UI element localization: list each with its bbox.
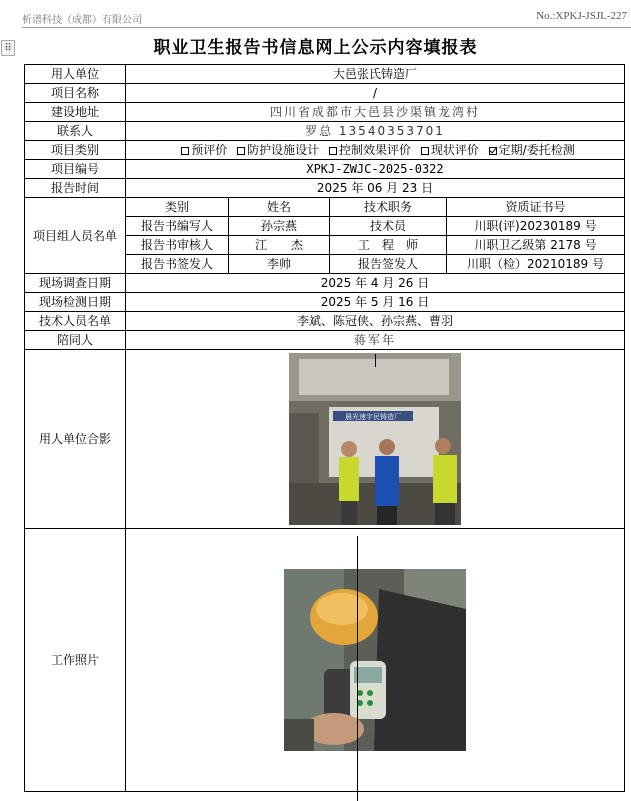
header-company: 析谱科技（成都）有限公司 <box>22 15 142 26</box>
group-photo-label: 用人单位合影 <box>25 350 126 529</box>
contact-label: 联系人 <box>25 122 126 141</box>
form-table <box>24 64 625 792</box>
survey-date-value: 2025 年 4 月 26 日 <box>126 274 625 293</box>
work-photo-label: 工作照片 <box>25 529 126 792</box>
team-role: 报告书审核人 <box>126 236 229 255</box>
test-date-value: 2025 年 5 月 16 日 <box>126 293 625 312</box>
checkbox[interactable] <box>329 147 337 155</box>
address-label: 建设地址 <box>25 103 126 122</box>
survey-date-label: 现场调查日期 <box>25 274 126 293</box>
table-row <box>25 331 625 350</box>
tech-staff-value: 李斌、陈冠侠、孙宗燕、曹羽 <box>126 312 625 331</box>
team-name: 江 杰 <box>229 236 330 255</box>
team-cert: 川职(评)20230189 号 <box>447 217 625 236</box>
team-header-title: 技术职务 <box>330 198 447 217</box>
checkbox[interactable] <box>181 147 189 155</box>
project-name-label: 项目名称 <box>25 84 126 103</box>
companion-value: 蒋军年 <box>126 331 625 350</box>
drag-handle-icon[interactable]: ⠿ <box>1 40 15 56</box>
table-row <box>25 160 625 179</box>
table-row <box>25 65 625 84</box>
team-header-name: 姓名 <box>229 198 330 217</box>
table-row <box>25 198 625 217</box>
table-row <box>25 312 625 331</box>
project-no-value: XPKJ-ZWJC-2025-0322 <box>126 160 625 179</box>
category-options <box>126 141 625 160</box>
team-cert: 川职卫乙级第 2178 号 <box>447 236 625 255</box>
table-row <box>25 84 625 103</box>
table-row <box>25 103 625 122</box>
test-date-label: 现场检测日期 <box>25 293 126 312</box>
employer-label: 用人单位 <box>25 65 126 84</box>
category-option: 控制效果评价 <box>323 143 411 157</box>
category-option: 防护设施设计 <box>231 143 319 157</box>
team-role: 报告书签发人 <box>126 255 229 274</box>
team-title: 技术员 <box>330 217 447 236</box>
team-label: 项目组人员名单 <box>25 198 126 274</box>
group-photo <box>289 353 461 525</box>
category-option: 定期/委托检测 <box>483 143 575 157</box>
checkbox-checked[interactable] <box>489 147 497 155</box>
group-photo-image <box>289 353 461 525</box>
team-header-cert: 资质证书号 <box>447 198 625 217</box>
category-label: 项目类别 <box>25 141 126 160</box>
tech-staff-label: 技术人员名单 <box>25 312 126 331</box>
project-no-label: 项目编号 <box>25 160 126 179</box>
page-title: 职业卫生报告书信息网上公示内容填报表 <box>153 38 478 58</box>
address-value: 四川省成都市大邑县沙渠镇龙湾村 <box>126 103 625 122</box>
svg-text:晨光速宇民铸造厂: 晨光速宇民铸造厂 <box>345 413 401 421</box>
header-doc-number: No.:XPKJ-JSJL-227 <box>536 10 627 22</box>
team-role: 报告书编写人 <box>126 217 229 236</box>
report-time-value: 2025 年 06 月 23 日 <box>126 179 625 198</box>
team-cert: 川职（检）20210189 号 <box>447 255 625 274</box>
work-photo-image <box>284 569 466 751</box>
report-time-label: 报告时间 <box>25 179 126 198</box>
header-divider <box>22 27 631 28</box>
project-name-value: / <box>126 84 625 103</box>
category-option: 现状评价 <box>415 143 479 157</box>
table-row <box>25 529 625 792</box>
team-name: 孙宗燕 <box>229 217 330 236</box>
table-vertical-line <box>357 536 358 801</box>
table-row <box>25 179 625 198</box>
table-row <box>25 350 625 529</box>
team-title: 报告签发人 <box>330 255 447 274</box>
table-row <box>25 141 625 160</box>
table-row <box>25 122 625 141</box>
checkbox[interactable] <box>237 147 245 155</box>
work-photo <box>284 569 466 751</box>
category-option: 预评价 <box>175 143 227 157</box>
group-photo-cell <box>126 350 625 529</box>
team-title: 工 程 师 <box>330 236 447 255</box>
contact-value: 罗总 13540353701 <box>126 122 625 141</box>
team-header-role: 类别 <box>126 198 229 217</box>
table-row <box>25 274 625 293</box>
team-name: 李帅 <box>229 255 330 274</box>
checkbox[interactable] <box>421 147 429 155</box>
cursor-line <box>375 354 376 367</box>
table-row <box>25 293 625 312</box>
employer-value: 大邑张氏铸造厂 <box>126 65 625 84</box>
work-photo-cell <box>126 529 625 792</box>
companion-label: 陪同人 <box>25 331 126 350</box>
